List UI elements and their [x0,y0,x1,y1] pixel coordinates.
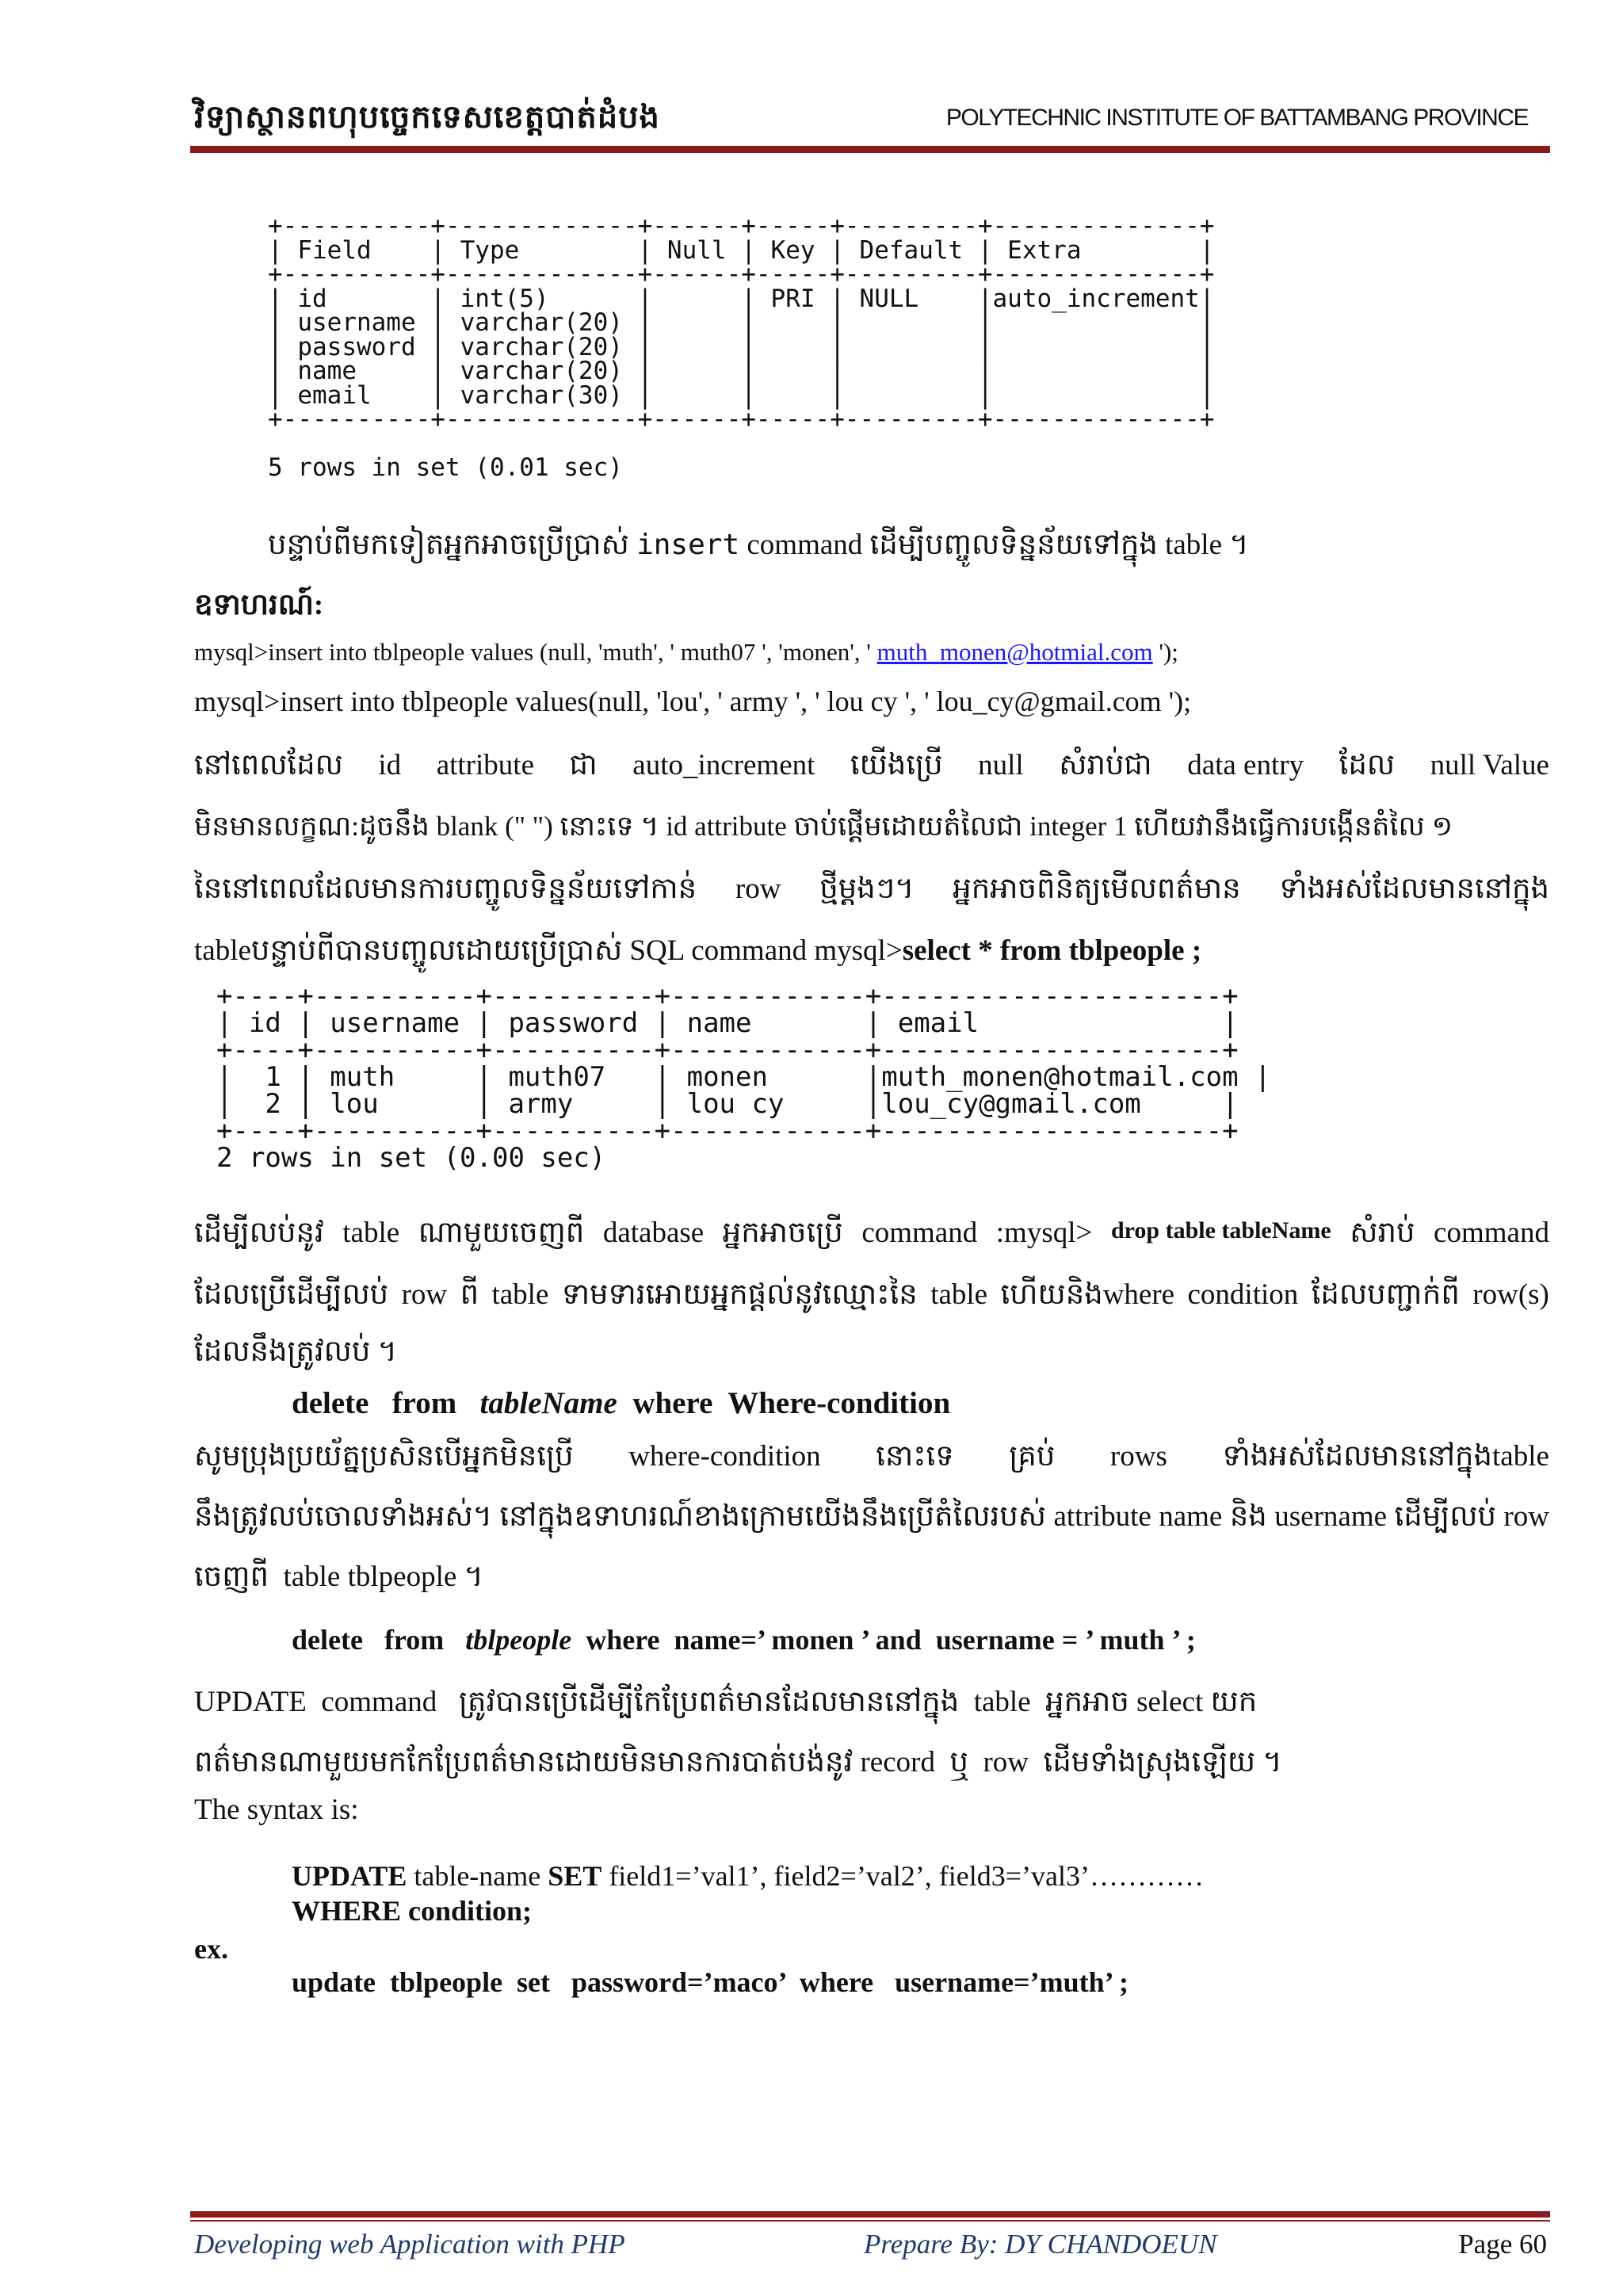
insert-keyword: insert [636,529,740,561]
where-paragraph-line-2 [194,1501,1549,1534]
header-institute-khmer: វិទ្យាស្ថានពហុបច្ចេកទេសខេត្តបាត់ដំបង [194,98,660,136]
update-syntax-where: WHERE condition; [292,1895,533,1927]
set-keyword: SET [548,1860,602,1892]
word: null [978,749,1024,781]
update-paragraph-line-2: ពត៌មានណាមួយមកកែប្រែពត៌មានដោយមិនមានការបាត់បង់នូវ record ឬ row ដើមទាំងស្រុងឡើយ ។ [194,1746,1282,1778]
word: នៅពេលដែល [194,749,343,781]
word: ដើម្បីលប់នូវ [194,1217,324,1249]
word: table [491,1278,549,1311]
update-keyword: UPDATE [292,1860,407,1892]
word: អ្នកអាចប្រើ [722,1217,843,1249]
word: ជា [569,749,598,781]
word: នៃនៅពេលដែលមានការបញ្ចូលទិន្នន័យទៅកាន់ [194,873,697,905]
word: table [342,1217,400,1249]
word: row [401,1278,448,1311]
word: ដើម្បីលប់ [1394,1500,1496,1533]
drop-paragraph-line-3: ដែលនឹងត្រូវលប់ ។ [194,1335,398,1368]
word: សូមប្រុងប្រយ័ត្នប្រសិនបើអ្នកមិនប្រើ [194,1440,574,1473]
where-paragraph-line-1 [194,1441,1549,1473]
drop-paragraph-line-1 [194,1217,1549,1250]
word: attribute [1053,1500,1151,1533]
line-text: tableបន្ទាប់ពីបានបញ្ចូលដោយប្រើប្រាស់ SQL command mysql> [194,934,903,967]
null-paragraph-line-3 [194,873,1549,906]
header-rule [190,146,1550,153]
where-clause: where name=’ monen ’ and username = ’ muth ’ ; [571,1624,1196,1656]
word: condition [1187,1278,1299,1311]
word: rows [1109,1440,1167,1473]
null-paragraph-line-4 [194,935,1201,968]
field-assignments: field1=’val1’, field2=’val2’, field3=’val3’………… [601,1860,1205,1892]
word: row(s) [1472,1278,1549,1311]
delete-keywords: delete from [292,1386,480,1420]
where-clause: where Where-condition [617,1386,951,1420]
insert-statement-1-text: mysql>insert into tblpeople values (null, 'muth', ' muth07 ', 'monen', ' [194,638,877,666]
update-example: update tblpeople set password=’maco’ where username=’muth’ ; [292,1966,1128,1998]
insert-intro-text: បន្ទាប់ពីមកទៀតអ្នកអាចប្រើប្រាស់ [268,529,637,561]
word: username [1274,1500,1388,1533]
word: គ្រប់ [1009,1440,1056,1473]
word: ដែលប្រើដើម្បីលប់ [194,1278,389,1311]
delete-example [292,1625,1196,1656]
page-number: Page 60 [1458,2229,1547,2260]
word: ហើយនិងwhere [1000,1278,1175,1311]
word: និង [1229,1500,1267,1533]
update-paragraph-line-1: UPDATE command ត្រូវបានប្រើដើម្បីកែប្រែពត៌មានដែលមាននៅក្នុង table អ្នកអាច select យក [194,1686,1258,1718]
word: សំរាប់ជា [1059,749,1152,781]
word: data entry [1187,749,1304,781]
footer-course-title: Developing web Application with PHP [194,2229,625,2260]
word: អ្នកអាចពិនិត្យមើលពត៌មាន [953,873,1241,905]
word: យើងប្រើ [850,749,943,781]
word: ទាមទារអោយអ្នកផ្តល់នូវឈ្មោះនៃ [561,1278,918,1311]
insert-statement-1 [194,639,1178,666]
header-institute-english: POLYTECHNIC INSTITUTE OF BATTAMBANG PROVINCE [945,105,1528,131]
word: ដែល [1338,749,1396,781]
word: row [735,873,781,905]
null-paragraph-line-1 [194,750,1549,782]
insert-statement-1-end: '); [1152,638,1178,666]
word: row [1503,1500,1549,1533]
table-name: tblpeople [465,1624,572,1656]
where-paragraph-line-3: ចេញពី table tblpeople ។ [194,1561,483,1593]
word: ដែលបញ្ជាក់ពី [1311,1278,1460,1311]
footer-rule [190,2211,1550,2218]
delete-syntax [292,1387,950,1421]
delete-keywords: delete from [292,1624,466,1656]
insert-statement-2: mysql>insert into tblpeople values(null, 'lou', ' army ', ' lou cy ', ' lou_cy@gmail.com '); [194,686,1192,717]
word: command [1434,1217,1549,1249]
null-paragraph-line-2: មិនមានលក្ខណ:ដូចនឹង blank (" ") នោះទេ ។ id attribute ចាប់ផ្តើមដោយតំលៃជា integer 1 ហើយវានឹងធ្វើការបង្កើនតំលៃ ១ [194,811,1453,842]
word: name [1159,1500,1223,1533]
select-query: select * from tblpeople ; [902,934,1202,967]
table-name-placeholder: tableName [479,1386,617,1420]
ex-label: ex. [194,1933,228,1965]
word: ណាមួយចេញពី [418,1217,585,1249]
select-result-output: +----+----------+----------+------------+---------------------+ | id | username | password | name | email | +----+----------+----------+------------+---------------------+ | 1 | muth | muth07 | monen |muth_monen@hotmail.com | | 2 | lou | army | lou cy |lou_cy@gmail.com | +----+----------+----------+------------+---------------------+ 2 rows in set (0.00 sec) [216,980,1271,1174]
word: ថ្មីម្តងៗ។ [819,873,915,905]
footer-author: Prepare By: DY CHANDOEUN [864,2229,1217,2260]
syntax-label: The syntax is: [194,1794,359,1826]
drop-paragraph-line-2 [194,1279,1549,1312]
word: :mysql> [995,1217,1093,1249]
word: នឹងត្រូវលប់ចោលទាំងអស់។ [194,1500,492,1533]
word: auto_increment [632,749,815,781]
word: ទាំងអស់ដែលមាននៅក្នុង [1279,873,1549,905]
update-syntax-line-1 [292,1861,1204,1893]
word: សំរាប់ [1350,1217,1415,1249]
word: ពី [460,1278,479,1311]
word: នៅក្នុងឧទាហរណ៍ខាងក្រោមយើងនឹងប្រើតំលៃរបស់ [499,1500,1047,1533]
table-name-placeholder: table-name [407,1860,548,1892]
word: id [378,749,402,781]
example-label: ឧទាហរណ៍: [194,589,324,621]
table-structure-output: +----------+-------------+------+-----+---------+--------------+ | Field | Type | Null | Key | Default | Extra | +----------+-------------+------+-----+---------+--------------+ | id | int(5) | | PRI | NULL |auto_increment| | username | varchar(20) | | | | | | password | varchar(20) | | | | | | name | varchar(20) | | | | | | email | varchar(30) | | | | | +----------+-------------+------+-----+---------+--------------+ 5 rows in set (0.01 sec) [268,212,1215,482]
word: database [602,1217,705,1249]
insert-intro-rest: command ដើម្បីបញ្ចូលទិន្នន័យទៅក្នុង table ។ [739,529,1249,561]
word: table [930,1278,988,1311]
word: ទាំងអស់ដែលមាននៅក្នុងtable [1222,1440,1549,1473]
word: where-condition [628,1440,821,1473]
word: null Value [1430,749,1549,781]
email-link[interactable]: muth_monen@hotmial.com [876,638,1153,666]
word: command [861,1217,978,1249]
footer-rule-thin [190,2220,1550,2222]
drop-table-command: drop table tableName [1110,1217,1331,1244]
word: នោះទេ [876,1440,954,1473]
insert-intro-paragraph [268,529,1249,562]
word: attribute [436,749,534,781]
